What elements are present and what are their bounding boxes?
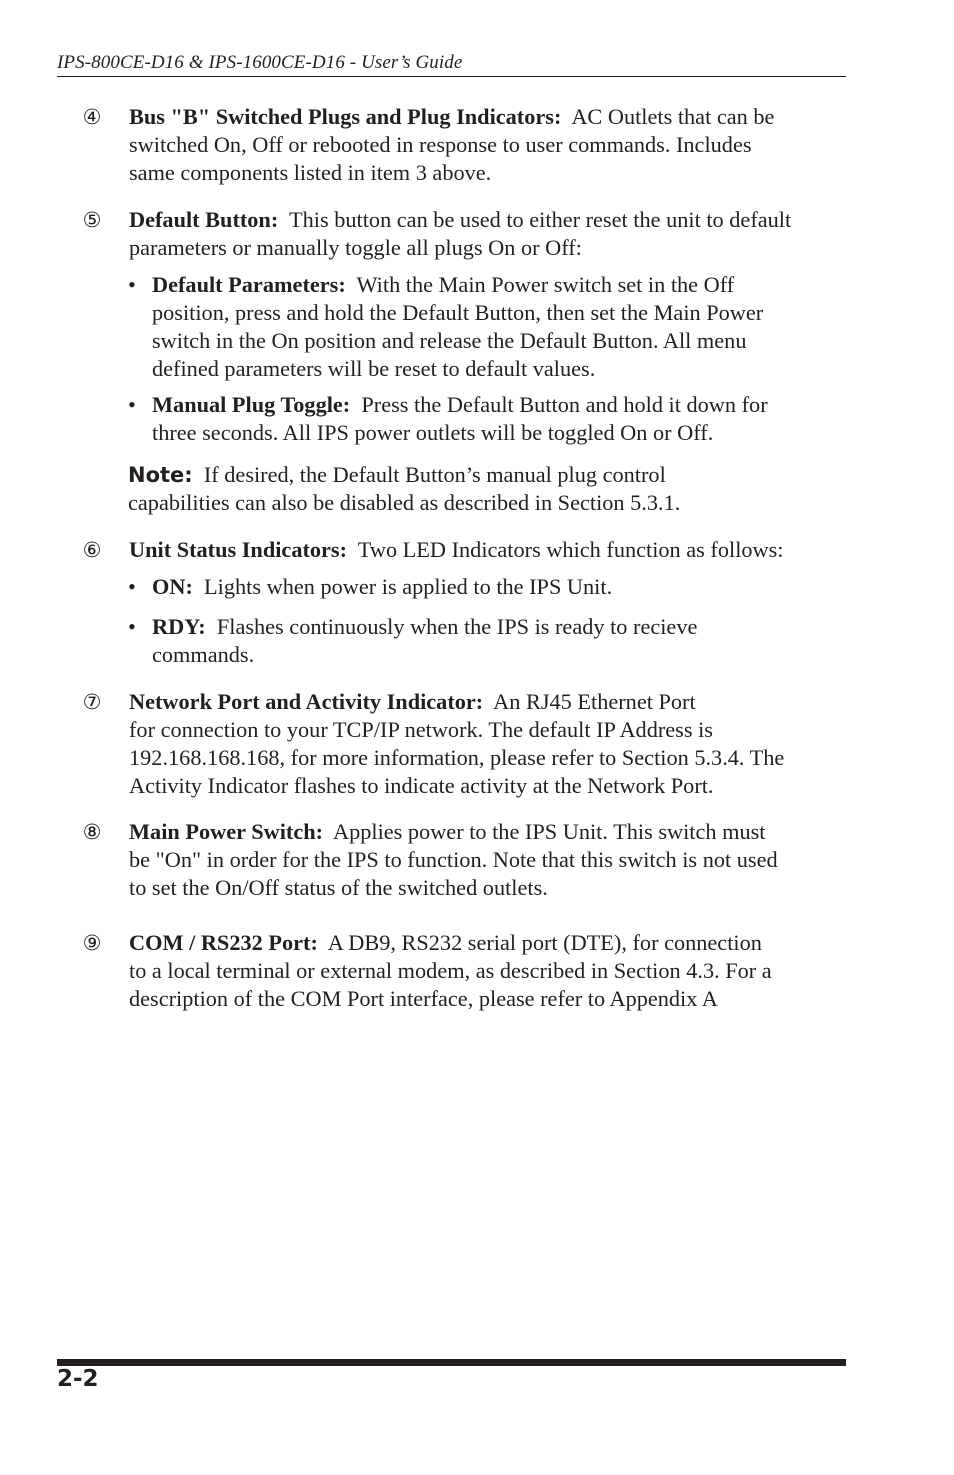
item-marker: ⑨: [82, 931, 102, 955]
bullet-text: RDY: Flashes continuously when the IPS is ready to recieve commands.: [152, 614, 698, 667]
bullet-dot: •: [128, 272, 136, 297]
footer-rule: [57, 1359, 846, 1366]
note-label: Note:: [128, 463, 193, 487]
bullet-text: ON: Lights when power is applied to the IPS Unit.: [152, 574, 613, 599]
bullet-text: Default Parameters: With the Main Power switch set in the Off position, press and hold the Default Button, then set the Main Power switch in the On position and release the Default Button. All menu defined parameters will be reset to default values.: [152, 272, 764, 381]
item-description: Bus "B" Switched Plugs and Plug Indicators: AC Outlets that can be switched On, Off or rebooted in response to user commands. Includes same components listed in item 3 above.: [129, 104, 775, 185]
item-term: Unit Status Indicators:: [129, 537, 348, 562]
bullet-dot: •: [128, 392, 136, 417]
page-number: 2-2: [57, 1366, 99, 1392]
bullet-term: Manual Plug Toggle:: [152, 392, 351, 417]
item-marker: ⑥: [82, 538, 102, 562]
bullet-term: Default Parameters:: [152, 272, 346, 297]
bullet-text: Manual Plug Toggle: Press the Default Button and hold it down for three seconds. All IPS power outlets will be toggled On or Off.: [152, 392, 768, 445]
item-marker: ⑧: [82, 820, 102, 844]
item-term: Default Button:: [129, 207, 279, 232]
item-marker: ④: [82, 105, 102, 129]
item-term: Network Port and Activity Indicator:: [129, 689, 484, 714]
running-header: IPS-800CE-D16 & IPS-1600CE-D16 - User’s Guide: [57, 52, 463, 73]
item-description: Network Port and Activity Indicator: An RJ45 Ethernet Port for connection to your TCP/IP network. The default IP Address is 192.168.168.168, for more information, please refer to Section 5.3.4. The Activity Indicator flashes to indicate activity at the Network Port.: [129, 689, 785, 798]
item-term: Bus "B" Switched Plugs and Plug Indicators:: [129, 104, 562, 129]
item-term: COM / RS232 Port:: [129, 930, 318, 955]
item-description: Main Power Switch: Applies power to the IPS Unit. This switch must be "On" in order for the IPS to function. Note that this switch is not used to set the On/Off status of the switched outlets.: [129, 819, 778, 900]
item-term: Main Power Switch:: [129, 819, 324, 844]
bullet-term: ON:: [152, 574, 193, 599]
item-description: COM / RS232 Port: A DB9, RS232 serial port (DTE), for connection to a local terminal or external modem, as described in Section 4.3. For a description of the COM Port interface, please refer to Appendix A: [129, 930, 772, 1011]
note-block: Note: If desired, the Default Button’s manual plug control capabilities can also be disabled as described in Section 5.3.1.: [128, 462, 681, 515]
item-description: Unit Status Indicators: Two LED Indicators which function as follows:: [129, 537, 784, 562]
bullet-dot: •: [128, 574, 136, 599]
bullet-term: RDY:: [152, 614, 206, 639]
item-marker: ⑦: [82, 690, 102, 714]
bullet-dot: •: [128, 614, 136, 639]
item-description: Default Button: This button can be used to either reset the unit to default parameters or manually toggle all plugs On or Off:: [129, 207, 792, 260]
item-marker: ⑤: [82, 208, 102, 232]
header-rule: [57, 76, 846, 77]
